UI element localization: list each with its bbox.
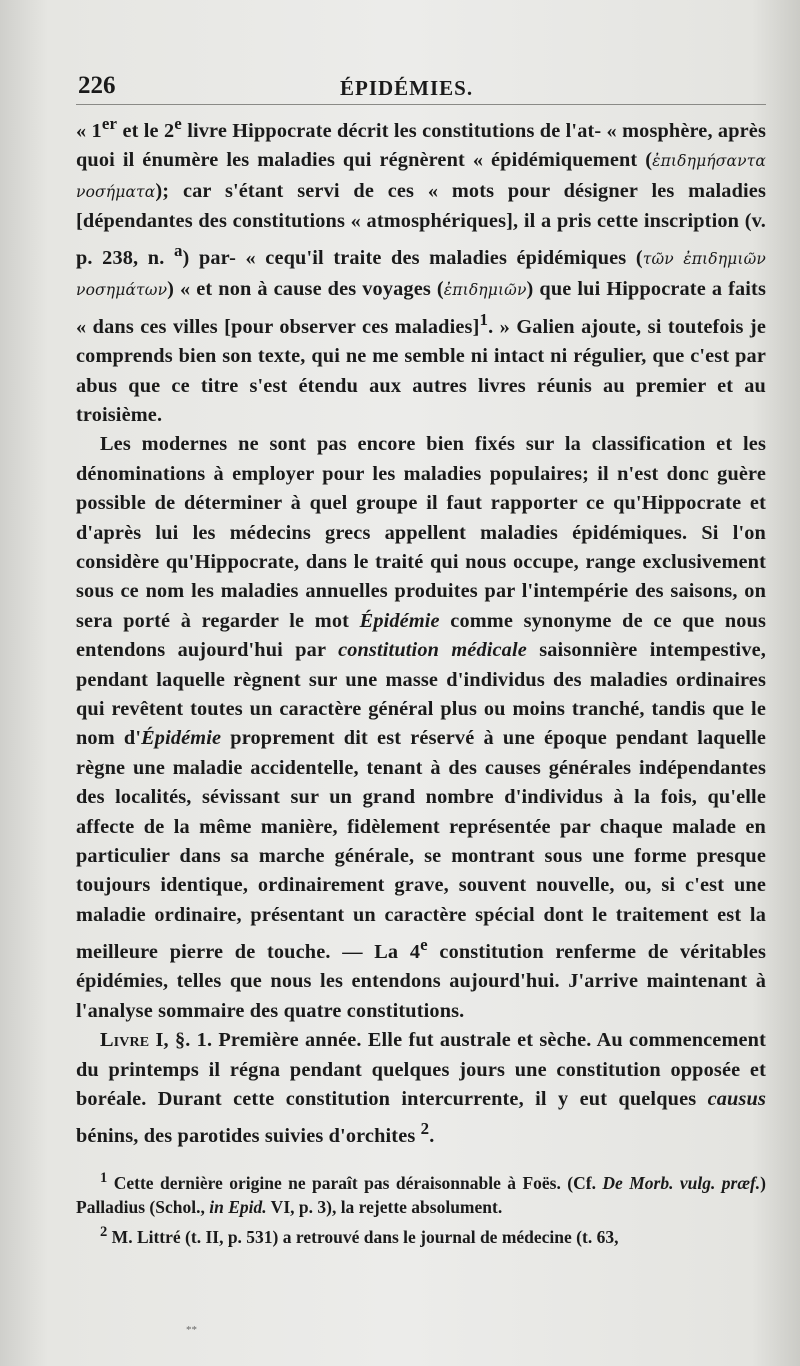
header-rule [76,104,766,105]
footnotes [76,1166,766,1251]
paragraph-moderns: Les modernes ne sont pas encore bien fixés sur la classification et les dénominations à employer pour les maladies populaires; il n'est donc guère possible de déterminer à quel groupe il faut rapporter ce qu'Hippocrate et d'après lui les médecins grecs appellent maladies épidémiques. Si l'on considère qu'Hippocrate, dans le traité qui nous occupe, range exclusivement sous ce nom les maladies annuelles produites par l'intempérie des saisons, on sera porté à regarder le mot Épidémie comme synonyme de ce que nous entendons aujourd'hui par constitution médicale saisonnière intempestive, pendant laquelle règnent sur une masse d'individus des maladies ordinaires qui revêtent toutes un caractère général plus ou moins tranché, tandis que le nom d'Épidémie proprement dit est réservé à une époque pendant laquelle règne une maladie accidentelle, tenant à des causes générales indépendantes des localités, sévissant sur un grand nombre d'individus à la fois, qu'elle affecte de la même manière, fidèlement représentée par chaque malade en particulier dans sa marche générale, se montrant sous une forme presque toujours identique, ordinairement grave, souvent nouvelle, ou, si c'est une maladie ordinaire, présentant un caractère spécial dont le traitement est la meilleure pierre de touche. — La 4e constitution renferme de véritables épidémies, telles que nous les entendons aujourd'hui. J'arrive maintenant à l'analyse sommaire des quatre constitutions. [76,433,767,1022]
footnote-ref: 2 [420,1119,430,1139]
section-heading: Livre I [100,1029,164,1052]
page-content [76,70,766,1250]
greek-phrase: τῶν ἐπιδημιῶν νοσημάτων [76,250,766,299]
page-header [76,70,766,104]
greek-phrase: ἐπιδημήσαντα νοσήματα [76,152,766,201]
running-title: ÉPIDÉMIES. [340,76,474,100]
paragraph-quotation: « 1er et le 2e livre Hippocrate décrit les constitutions de l'at- « mosphère, après quoi il énumère les maladies qui régnèrent « épidémiquement (ἐπιδημήσαντα νοσήματα); car s'étant servi de ces « mots pour désigner les maladies [dépendantes des constitutions « atmosphériques], il a pris cette inscription (v. p. 238, n. $^a$) par- « cequ'il traite des maladies épidémiques (τῶν ἐπιδημιῶν νοσημάτων) « et non à cause des voyages (ἐπιδημιῶν) que lui Hippocrate a faits « dans ces villes [pour observer ces maladies]$^1$. » Galien ajoute, si toutefois je comprends bien son texte, qui ne me semble ni intact ni régulier, que c'est par abus que ce titre s'est étendu aux autres livres réunis au premier et au troisième. [76,114,766,426]
paragraph-livre-1: Livre I, §. 1. Première année. Elle fut australe et sèche. Au commencement du printemps il régna pendant quelques jours une constitution opposée et boréale. Durant cette constitution intercurrente, il y eut quelques causus bénins, des parotides suivies d'orchites $^2$. [76,1029,766,1148]
footnote-1: $^1$ Cette dernière origine ne paraît pas déraisonnable à Foës. (Cf. De Morb. vulg. præf.) Palladius (Schol., in Epid. VI, p. 3), la rejette absolument. [76,1169,766,1218]
greek-phrase: ἐπιδημιῶν [443,280,527,299]
ornament-mark: ** [186,1324,197,1336]
footnote-2: $^2$ M. Littré (t. II, p. 531) a retrouvé dans le journal de médecine (t. 63, [100,1224,619,1248]
page-number: 226 [78,72,116,99]
footnote-ref: 1 [479,309,489,329]
main-text [76,109,766,1152]
